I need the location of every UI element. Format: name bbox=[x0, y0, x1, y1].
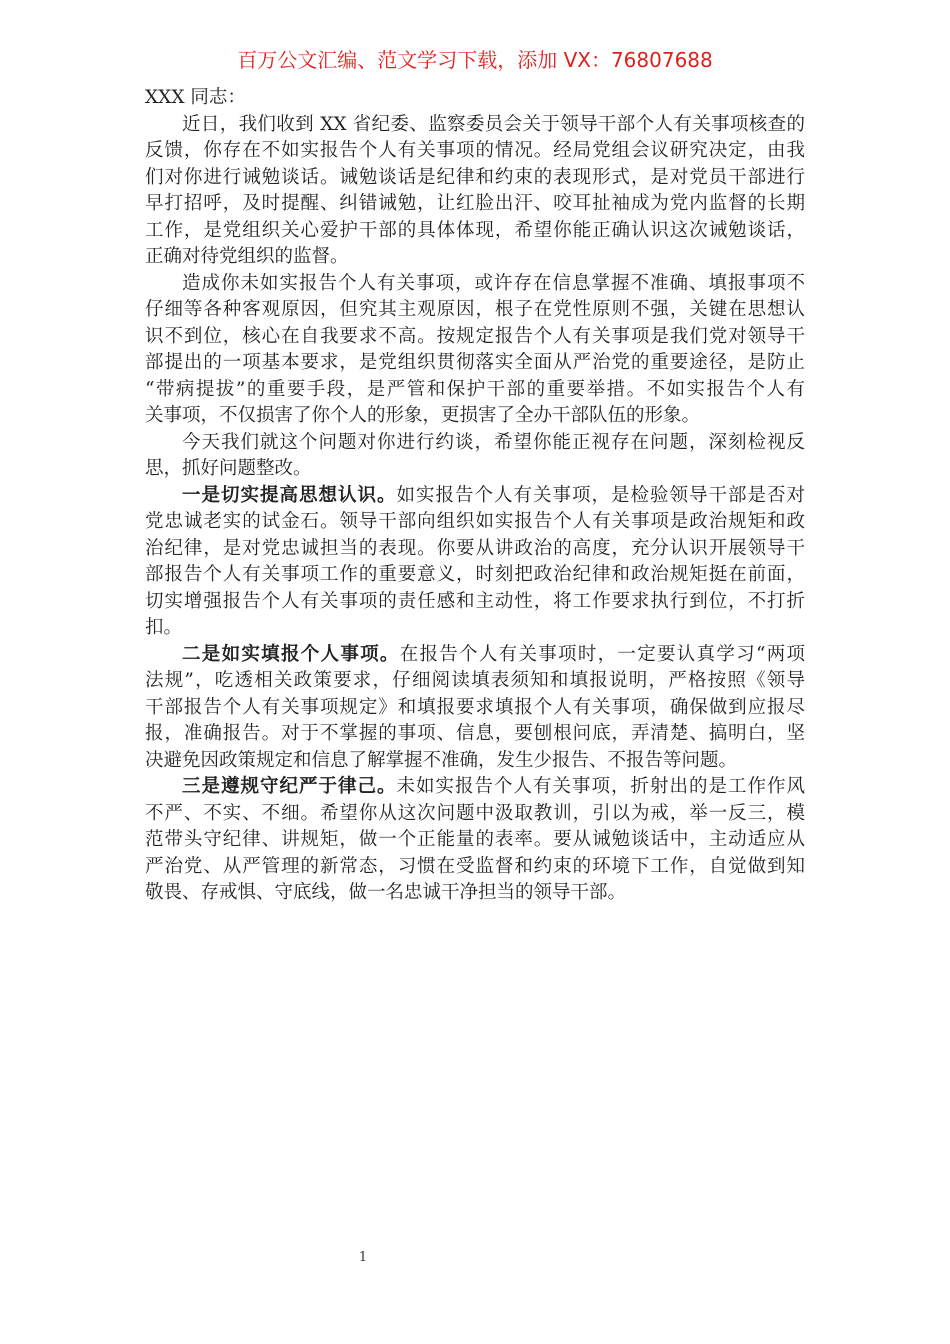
paragraph bbox=[145, 112, 805, 271]
paragraph bbox=[145, 642, 805, 775]
paragraph-line bbox=[145, 377, 805, 404]
paragraph-line bbox=[145, 774, 805, 801]
paragraph-lead: 三是遵规守纪严于律己。 bbox=[182, 776, 397, 797]
line-text: 法规”，吃透相关政策要求，仔细阅读填表须知和填报说明，严格按照《领导 bbox=[145, 670, 805, 691]
paragraph bbox=[145, 271, 805, 430]
paragraph-line bbox=[145, 138, 805, 165]
line-text: 不严、不实、不细。希望你从这次问题中汲取教训，引以为戒，举一反三，模 bbox=[145, 802, 805, 824]
line-text: 严治党、从严管理的新常态，习惯在受监督和约束的环境下工作，自觉做到知 bbox=[145, 855, 805, 877]
paragraph-line bbox=[145, 854, 805, 881]
paragraph-lead: 二是如实填报个人事项。 bbox=[182, 643, 400, 665]
line-text: 今天我们就这个问题对你进行约谈，希望你能正视存在问题，深刻检视反 bbox=[182, 431, 805, 453]
line-text: 决避免因政策规定和信息了解掌握不准确，发生少报告、不报告等问题。 bbox=[145, 749, 738, 771]
paragraph-line bbox=[145, 615, 805, 642]
line-text: 未如实报告个人有关事项，折射出的是工作作风 bbox=[396, 776, 805, 797]
line-text: 报，准确报告。对于不掌握的事项、信息，要刨根问底，弄清楚、搞明白，坚 bbox=[145, 723, 805, 744]
line-text: 正确对待党组织的监督。 bbox=[145, 246, 349, 267]
line-text: 部提出的一项基本要求，是党组织贯彻落实全面从严治党的重要途径，是防止 bbox=[145, 352, 805, 373]
line-text: 反馈，你存在不如实报告个人有关事项的情况。经局党组会议研究决定，由我 bbox=[145, 140, 805, 161]
paragraph-line bbox=[145, 748, 805, 775]
paragraph-line bbox=[145, 218, 805, 245]
paragraph bbox=[145, 774, 805, 907]
paragraph-line bbox=[145, 191, 805, 218]
download-banner: 百万公文汇编、范文学习下载，添加 VX：76807688 bbox=[237, 48, 713, 72]
paragraph-line bbox=[145, 483, 805, 510]
line-text: 们对你进行诫勉谈话。诫勉谈话是纪律和约束的表现形式，是对党员干部进行 bbox=[145, 166, 805, 188]
paragraph-line bbox=[145, 642, 805, 669]
paragraph-line bbox=[145, 456, 805, 483]
line-text: 关事项，不仅损害了你个人的形象，更损害了全办干部队伍的形象。 bbox=[145, 405, 701, 426]
document-body bbox=[145, 85, 805, 907]
line-text: 干部报告个人有关事项规定》和填报要求填报个人有关事项，确保做到应报尽 bbox=[145, 696, 805, 718]
line-text: 工作，是党组织关心爱护干部的具体体现，希望你能正确认识这次诫勉谈话， bbox=[145, 219, 805, 241]
paragraph-line bbox=[145, 509, 805, 536]
line-text: 治纪律，是对党忠诚担当的表现。你要从讲政治的高度，充分认识开展领导干 bbox=[145, 537, 805, 559]
paragraph-line bbox=[145, 562, 805, 589]
paragraph-line bbox=[145, 721, 805, 748]
paragraph-line bbox=[145, 589, 805, 616]
line-text: “带病提拔”的重要手段，是严管和保护干部的重要举措。不如实报告个人有 bbox=[145, 378, 805, 400]
paragraph-line bbox=[145, 165, 805, 192]
paragraph bbox=[145, 483, 805, 642]
paragraph-line bbox=[145, 324, 805, 351]
line-text: 造成你未如实报告个人有关事项，或许存在信息掌握不准确、填报事项不 bbox=[182, 272, 805, 294]
paragraph-line bbox=[145, 827, 805, 854]
line-text: 识不到位，核心在自我要求不高。按规定报告个人有关事项是我们党对领导干 bbox=[145, 325, 805, 347]
line-text: 切实增强报告个人有关事项的责任感和主动性，将工作要求执行到位，不打折 bbox=[145, 590, 805, 612]
paragraph-line bbox=[145, 695, 805, 722]
paragraph-line bbox=[145, 536, 805, 563]
line-text: 在报告个人有关事项时，一定要认真学习“两项 bbox=[399, 643, 805, 665]
paragraph-line bbox=[145, 880, 805, 907]
paragraphs bbox=[145, 112, 805, 907]
paragraph-line bbox=[145, 668, 805, 695]
page-number: 1 bbox=[358, 1250, 368, 1265]
line-text: 思，抓好问题整改。 bbox=[145, 458, 312, 479]
line-text: 范带头守纪律、讲规矩，做一个正能量的表率。要从诫勉谈话中，主动适应从 bbox=[145, 829, 805, 850]
paragraph-lead: 一是切实提高思想认识。 bbox=[182, 484, 397, 506]
paragraph-line bbox=[145, 271, 805, 298]
paragraph-line bbox=[145, 403, 805, 430]
paragraph-line bbox=[145, 801, 805, 828]
paragraph-line bbox=[145, 350, 805, 377]
line-text: 如实报告个人有关事项，是检验领导干部是否对 bbox=[396, 484, 805, 506]
line-text: 早打招呼，及时提醒、纠错诫勉，让红脸出汗、咬耳扯袖成为党内监督的长期 bbox=[145, 193, 805, 214]
paragraph-line bbox=[145, 112, 805, 139]
line-text: 党忠诚老实的试金石。领导干部向组织如实报告个人有关事项是政治规矩和政 bbox=[145, 511, 805, 532]
paragraph-line bbox=[145, 297, 805, 324]
line-text: 仔细等各种客观原因，但究其主观原因，根子在党性原则不强，关键在思想认 bbox=[145, 299, 805, 320]
salutation: XXX 同志： bbox=[145, 87, 246, 108]
line-text: 近日，我们收到 XX 省纪委、监察委员会关于领导干部个人有关事项核查的 bbox=[182, 113, 805, 135]
line-text: 部报告个人有关事项工作的重要意义，时刻把政治纪律和政治规矩挺在前面， bbox=[145, 564, 805, 585]
line-text: 敬畏、存戒惧、守底线，做一名忠诚干净担当的领导干部。 bbox=[145, 882, 627, 903]
paragraph-line bbox=[145, 430, 805, 457]
line-text: 扣。 bbox=[145, 617, 183, 638]
paragraph-line bbox=[145, 244, 805, 271]
paragraph bbox=[145, 430, 805, 483]
